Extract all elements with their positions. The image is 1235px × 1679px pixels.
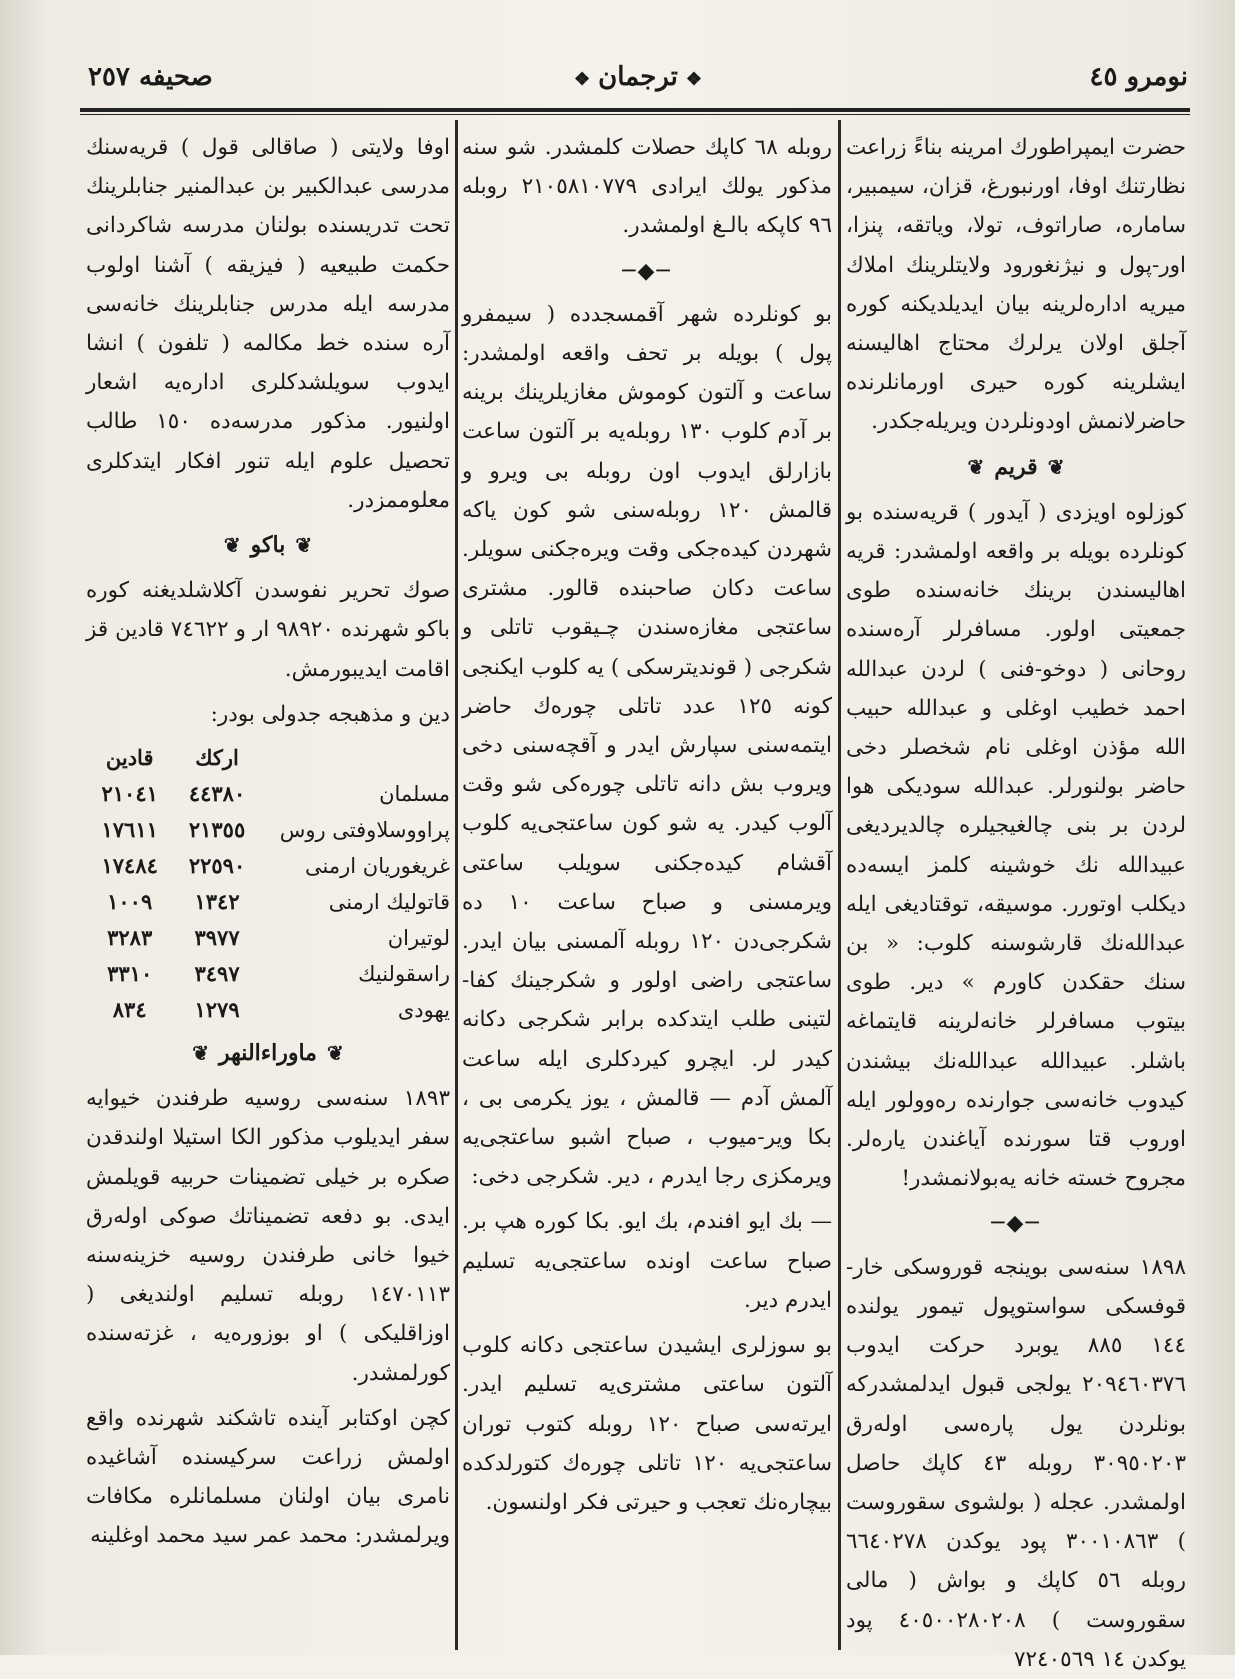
article-crimea-paragraph: کوزلوه اویزدی ( آیدور ) قریەسنده بو کونلرده بویله بر واقعه اولمشدر: قریه اهالیسندن برینك خانەسنده طوی جمعیتی اولور. مسافرلر آرەسنده روحانی ( دوخو-فنی ) لردن عبدالله احمد خطیب اوغلی و عبدالله حبیب الله مؤذن اوغلی نام شخصلر دخی حاضر بولنورلر. عبدالله سودیکی هوا لردن بر بنی چالغیجیلره چالدیردیغی عبیدالله نك خوشینه کلمز ایسه‌ده دیکلب اوتورر. موسیقه، توقتادیغی ایله عبدالله‌نك قارشوسنه کلوب: « بن سنك حقکدن کاورم » دیر. طوی بیتوب مسافرلر خانەلرینه قایتماغه باشلر. عبیدالله عبدالله‌نك بیشندن کیدوب خانەسی جوارنده رەوولور ایله اوروب قتا سورنده آیاغندن یارەلر. مجروح خسته خانه یەبولانمشدر!	[846, 499, 1186, 1192]
page-header	[88, 62, 1188, 102]
section-divider: ─◆─	[622, 258, 672, 284]
section-heading-transoxiana: ❦ ماوراءالنهر ❦	[86, 1034, 450, 1073]
table-cell-religion: غریغوریان ارمنی	[305, 854, 450, 879]
article-simferopol-ending: بو سوزلری ایشیدن ساعتجی دکانه کلوب آلتون ساعتی مشتری‌یه تسلیم ایدر. ایرتەسی صباح ۱۲۰ روبله کتوب توران ساعتجی‌یه ۱۲۰ تاتلی چورەك کتورلدکده بیچارەنك تعجب و حیرتی فکر اولنسون.	[462, 1333, 833, 1515]
table-cell-women: ۸۳٤	[112, 997, 147, 1023]
issue-number: نومرو ٤٥	[1089, 62, 1188, 92]
table-cell-religion: یهودی	[397, 998, 450, 1023]
column-divider-left	[455, 120, 458, 1650]
table-cell-men: ۲۲٥۹۰	[188, 853, 246, 879]
section-divider: ─◆─	[991, 1211, 1041, 1237]
newspaper-title: ❖ ترجمان ❖	[566, 62, 710, 92]
table-cell-religion: پراووسلاوفتی روس	[279, 818, 450, 843]
table-cell-men: ۱۳٤۲	[194, 889, 240, 915]
table-cell-women: ۱۷٤۸٤	[101, 853, 158, 879]
article-agriculture-paragraph: حضرت ایمپراطورك امرینه بناءً زراعت نظارتنك اوفا، اورنبورغ، قزان، سیمبیر، ساماره، صاراتوف، تولا، ویاتقه، پنزا، اور-پول و نیژنغورود ولایتلرینك املاك میریه ادارەلرینه بیان ایدیلدیکنه کوره آجلق اولان یرلرك محتاج اهالیسنه ایشلرینه کوره حیری اورمانلرنده حاضرلانمش اودونلردن ویریلەجکدر.	[846, 135, 1186, 435]
table-row	[86, 956, 450, 992]
table-cell-women: ۳۲۸۳	[107, 925, 153, 951]
table-cell-men: ۳٤۹۷	[194, 961, 240, 987]
table-cell-religion: راسقولنیك	[358, 962, 450, 987]
table-row	[86, 812, 450, 848]
article-tashkent-paragraph: کچن اوکتابر آینده تاشکند شهرنده واقع اولمش زراعت سرکیسنده آشاغیده نامری بیان اولنان مسلمانلره مکافات ویرلمشدر: محمد عمر سید محمد اوغلینه	[86, 1405, 450, 1549]
table-cell-religion: قاتولیك ارمنی	[328, 890, 450, 915]
table-header-men: ارکك	[195, 745, 239, 771]
header-rule	[80, 108, 1190, 112]
table-row	[86, 776, 450, 812]
column-divider-right	[838, 120, 841, 1650]
article-railway-paragraph: ۱۸۹۸ سنەسی بوینجه قوروسکی خار-قوفسکی سواستوپول تیمور یولنده ۱٤٤ ۸۸٥ یوبرد حرکت ایدوب ۲۰۹٤٦۰۳۷٦ یولجی قبول ایدلمشدرکه بونلردن یول پارەسی اولەرق ۳۰۹٥۰۲۰۳ روبله ٤۳ کاپك حاصل اولمشدر. عجله ( بولشوی سقوروست ) ۳۰۰۱۰۸٦۳ پود یوکدن ٦٦٤۰۲۷۸ روبله ٥٦ کاپك و بواش ( مالی سقوروست ) ٤۰٥۰۰۲۸۰۲۰۸ پود یوکدن ۱٤ ۷۲٤۰٥٦۹	[846, 1254, 1186, 1672]
table-cell-religion: لوتیران	[387, 926, 450, 951]
table-header-women: قادین	[105, 745, 154, 771]
article-khiva-paragraph: ۱۸۹۳ سنەسی روسیه طرفندن خیوایه سفر ایدیلوب مذکور الکا استیلا اولندقدن صکره بر خیلی تضمینات حربیه قویلمش ایدی. بو دفعه تضمیناتك صوکی اولەرق خیوا خانی طرفندن روسیه خزینەسنه ۱٤۷۰۱۱۳ روبله تسلیم اولندیغی ( اوزاقلیکی ) او بوزورەیه ، غزته‌سنده کورلمشدر.	[86, 1086, 450, 1386]
table-cell-women: ۱۰۰۹	[107, 889, 153, 915]
table-row	[86, 992, 450, 1028]
article-baku-table-intro: دین و مذهبجه جدولی بودر:	[210, 701, 450, 727]
article-baku-paragraph: صوك تحریر نفوسدن آکلاشلدیغنه کوره باکو شهرنده ۹۸۹۲۰ ار و ۷٤٦۲۲ قادین قز اقامت ایدیبورمش.	[86, 578, 450, 682]
table-header-row	[86, 740, 450, 776]
table-cell-women: ۳۳۱۰	[107, 961, 153, 987]
article-simferopol-dialogue: — بك ایو افندم، بك ایو. بکا کوره هپ بر. صباح ساعت اونده ساعتجی‌یه تسلیم ایدرم دیر.	[462, 1209, 832, 1313]
section-heading-baku: ❦ باکو ❦	[86, 526, 450, 565]
table-cell-men: ۱۲۷۹	[194, 997, 240, 1023]
article-simferopol-paragraph: بو کونلرده شهر آقمسجدده ( سیمفرو پول ) بویله بر تحف واقعه اولمشدر: ساعت و آلتون کوموش مغازیلرینك برینه بر آدم کلوب ۱۳۰ روبلەیه بر آلتون ساعت بازارلق ایدوب اون روبله بی ویرو و قالمش ۱۲۰ روبلەسنی شو کون یاکه شهردن کیدەجکی وقت ویرەجکنی سویلر. ساعت دکان صاحبنده قالور. مشتری ساعتجی مغازەسندن چـیقوب تاتلی و شکرجی ( قوندیترسکی ) یه کلوب ایکنجی کونه ۱۲٥ عدد تاتلی چورەك حاضر ایتمەسنی سپارش ایدر و آقچەسنی دخی ویروب بش دانه تاتلی چورەکی شو وقت آلوب کیدر. یه شو کون ساعتجی‌یه کلوب آقشام کیدەجکنی سویلب ساعتی ویرمسنی و صباح ساعت ۱۰ ده شکرجی‌دن ۱۲۰ روبله آلمسنی بیان ایدر. ساعتجی راضی اولور و شکرجینك کفا-لتینی طلب ایتدکده برابر شکرجی دکانه کیدر لر. ایچرو کیردکلری ایله ساعت آلمش آدم — قالمش ، یوز یکرمی بی ، بکا ویر-میوب ، صباح اشبو ساعتجی‌یه ویرمکزی رجا ایدرم ، دیر. شکرجی دخی:	[462, 301, 833, 1190]
page-number: صحیفه ۲٥۷	[88, 62, 213, 92]
section-heading-crimea: ❦ قریم ❦	[846, 448, 1186, 487]
table-cell-men: ۳۹۷۷	[194, 925, 240, 951]
table-row	[86, 884, 450, 920]
table-row	[86, 920, 450, 956]
table-cell-men: ٤٤۳۸۰	[188, 781, 246, 807]
table-row	[86, 848, 450, 884]
article-railway-continued: روبله ٦۸ کاپك حصلات کلمشدر. شو سنه مذکور یولك ایرادی ۲۱۰٥۸۱۰۷۷۹ روبله ۹٦ کاپکه بالـغ اولمشدر.	[462, 135, 832, 239]
table-header-religion	[261, 740, 450, 776]
column-middle	[462, 128, 832, 1638]
article-telephone-paragraph: اوفا ولایتی ( صاقالی قول ) قریەسنك مدرسی عبدالکبیر بن عبدالمنیر جنابلرینك تحت تدریسنده بولنان مدرسه شاکردانی حکمت طبیعیه ( فیزیقه ) آشنا اولوب مدرسه ایله مدرس جنابلرینك خانەسی آره سنده خط مکالمه ( تلفون ) انشا ایدوب سویلشدکلری ادارەیه اشعار اولنیور. مذکور مدرسەده ۱٥۰ طالب تحصیل علوم ایله تنور افکار ایتدکلری معلوممزدر.	[86, 135, 450, 513]
population-table	[86, 740, 450, 1028]
header-rule-thin	[80, 114, 1190, 115]
column-right	[846, 128, 1186, 1672]
table-cell-women: ۱۷٦۱۱	[101, 817, 158, 843]
column-left	[86, 128, 450, 1638]
table-cell-men: ۲۱۳٥٥	[188, 817, 246, 843]
table-cell-women: ۲۱۰٤۱	[101, 781, 158, 807]
table-cell-religion: مسلمان	[379, 782, 450, 807]
